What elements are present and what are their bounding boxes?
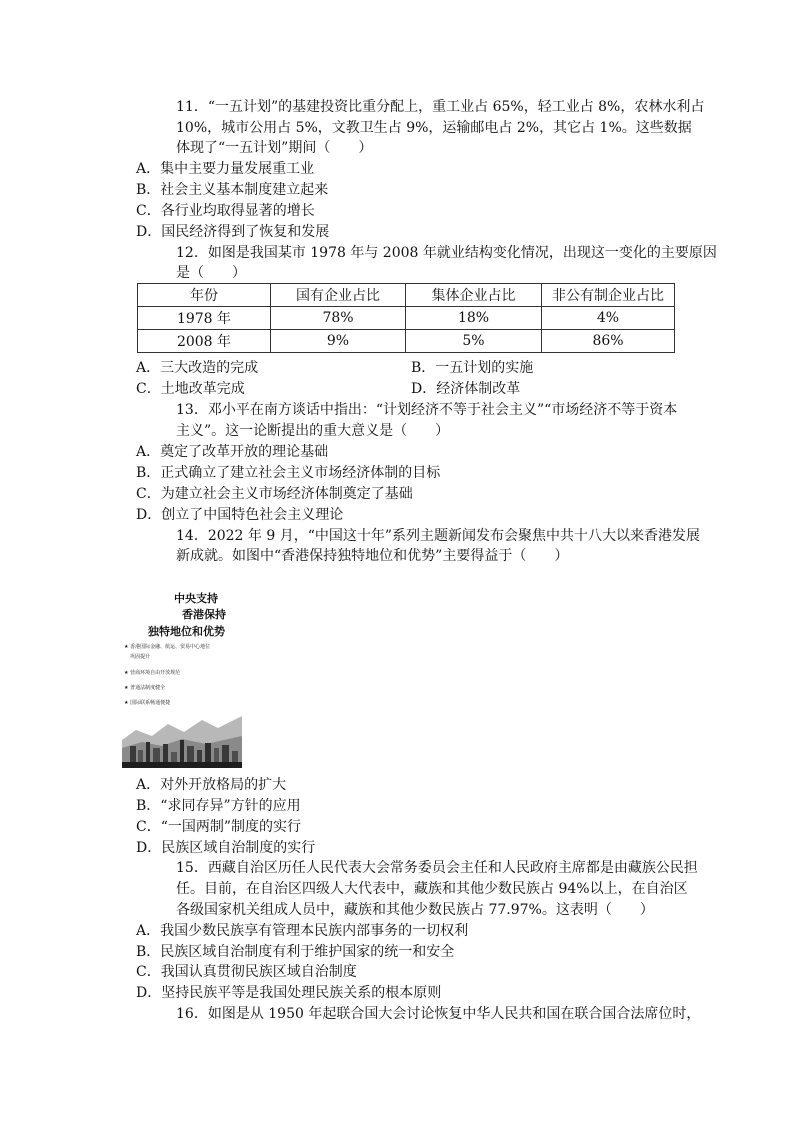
- poster-title-line3: 独特地位和优势: [148, 625, 225, 638]
- table-row: [138, 330, 675, 353]
- q11-option-c[interactable]: C．各行业均取得显著的增长: [136, 203, 315, 219]
- q14-stem-line2: 新成就。如图中“香港保持独特地位和优势”主要得益于（ ）: [176, 548, 569, 564]
- q15-stem-line3: 各级国家机关组成人员中，藏族和其他少数民族占 77.97%。这表明（ ）: [176, 902, 654, 918]
- city-skyline-graphic: [122, 706, 242, 768]
- poster-bullet: ★ 国际联系畅通便捷: [124, 700, 171, 706]
- q11-stem-line1: 11．“一五计划”的基建投资比重分配上，重工业占 65%，轻工业占 8%，农林水利占: [176, 99, 705, 115]
- table-header-cell: 国有企业占比: [271, 284, 406, 307]
- q12-stem-line1: 12．如图是我国某市 1978 年与 2008 年就业结构变化情况，出现这一变化的主要原因: [176, 245, 717, 261]
- poster-bullet: ★ 普通法制度健全: [124, 685, 166, 691]
- q13-stem-line2: 主义”。这一论断提出的重大意义是（ ）: [176, 423, 450, 439]
- q11-option-a[interactable]: A．集中主要力量发展重工业: [136, 161, 315, 177]
- poster-title-line1: 中央支持: [174, 592, 218, 605]
- q11-option-d[interactable]: D．国民经济得到了恢复和发展: [136, 224, 330, 240]
- q12-option-c[interactable]: C．土地改革完成: [136, 381, 245, 397]
- table-header-cell: 集体企业占比: [406, 284, 542, 307]
- q12-option-d[interactable]: D．经济体制改革: [411, 381, 521, 397]
- q14-option-a[interactable]: A．对外开放格局的扩大: [136, 777, 287, 793]
- table-cell: 5%: [406, 330, 542, 353]
- q14-option-b[interactable]: B．“求同存异”方针的应用: [136, 798, 301, 814]
- q16-stem-line1: 16．如图是从 1950 年起联合国大会讨论恢复中华人民共和国在联合国合法席位时，: [176, 1006, 701, 1022]
- table-cell: 1978 年: [138, 307, 271, 330]
- table-cell: 4%: [542, 307, 675, 330]
- q12-option-a[interactable]: A．三大改造的完成: [136, 360, 259, 376]
- poster-bullet: ★ 营商环境自由开放规范: [124, 670, 181, 676]
- q15-option-d[interactable]: D．坚持民族平等是我国处理民族关系的根本原则: [136, 985, 442, 1001]
- q13-option-d[interactable]: D．创立了中国特色社会主义理论: [136, 507, 344, 523]
- q15-option-a[interactable]: A．我国少数民族享有管理本民族内部事务的一切权利: [136, 923, 469, 939]
- table-header-row: [138, 284, 675, 307]
- table-cell: 78%: [271, 307, 406, 330]
- table-cell: 18%: [406, 307, 542, 330]
- q13-option-c[interactable]: C．为建立社会主义市场经济体制奠定了基础: [136, 486, 413, 502]
- q15-stem-line2: 任。目前，在自治区四级人大代表中，藏族和其他少数民族占 94%以上，在自治区: [176, 881, 688, 897]
- poster-bullet: ★ 香港国际金融、航运、贸易中心地位: [124, 644, 211, 650]
- q14-option-d[interactable]: D．民族区域自治制度的实行: [136, 840, 316, 856]
- poster-bullet: 巩固提升: [130, 654, 151, 660]
- q13-stem-line1: 13．邓小平在南方谈话中指出：“计划经济不等于社会主义”“市场经济不等于资本: [176, 402, 678, 418]
- q14-stem-line1: 14．2022 年 9 月，“中国这十年”系列主题新闻发布会聚焦中共十八大以来香港发展: [176, 528, 701, 544]
- q15-option-b[interactable]: B．民族区域自治制度有利于维护国家的统一和安全: [136, 944, 455, 960]
- table-cell: 2008 年: [138, 330, 271, 353]
- q11-option-b[interactable]: B．社会主义基本制度建立起来: [136, 182, 329, 198]
- table-header-cell: 非公有制企业占比: [542, 284, 675, 307]
- table-header-cell: 年份: [138, 284, 271, 307]
- q11-stem-line2: 10%，城市公用占 5%，文教卫生占 9%，运输邮电占 2%，其它占 1%。这些数据: [176, 120, 692, 136]
- employment-table: [137, 283, 675, 353]
- q13-option-b[interactable]: B．正式确立了建立社会主义市场经济体制的目标: [136, 465, 441, 481]
- q15-stem-line1: 15．西藏自治区历任人民代表大会常务委员会主任和人民政府主席都是由藏族公民担: [176, 860, 698, 876]
- poster-title-line2: 香港保持: [182, 608, 226, 621]
- table-row: [138, 307, 675, 330]
- table-cell: 86%: [542, 330, 675, 353]
- q13-option-a[interactable]: A．奠定了改革开放的理论基础: [136, 444, 329, 460]
- q14-option-c[interactable]: C．“一国两制”制度的实行: [136, 819, 302, 835]
- q12-option-b[interactable]: B．一五计划的实施: [411, 360, 534, 376]
- q12-stem-line2: 是（ ）: [176, 265, 246, 281]
- q15-option-c[interactable]: C．我国认真贯彻民族区域自治制度: [136, 964, 357, 980]
- table-cell: 9%: [271, 330, 406, 353]
- q11-stem-line3: 体现了“一五计划”期间（ ）: [176, 140, 373, 156]
- hong-kong-poster-image: [122, 590, 242, 768]
